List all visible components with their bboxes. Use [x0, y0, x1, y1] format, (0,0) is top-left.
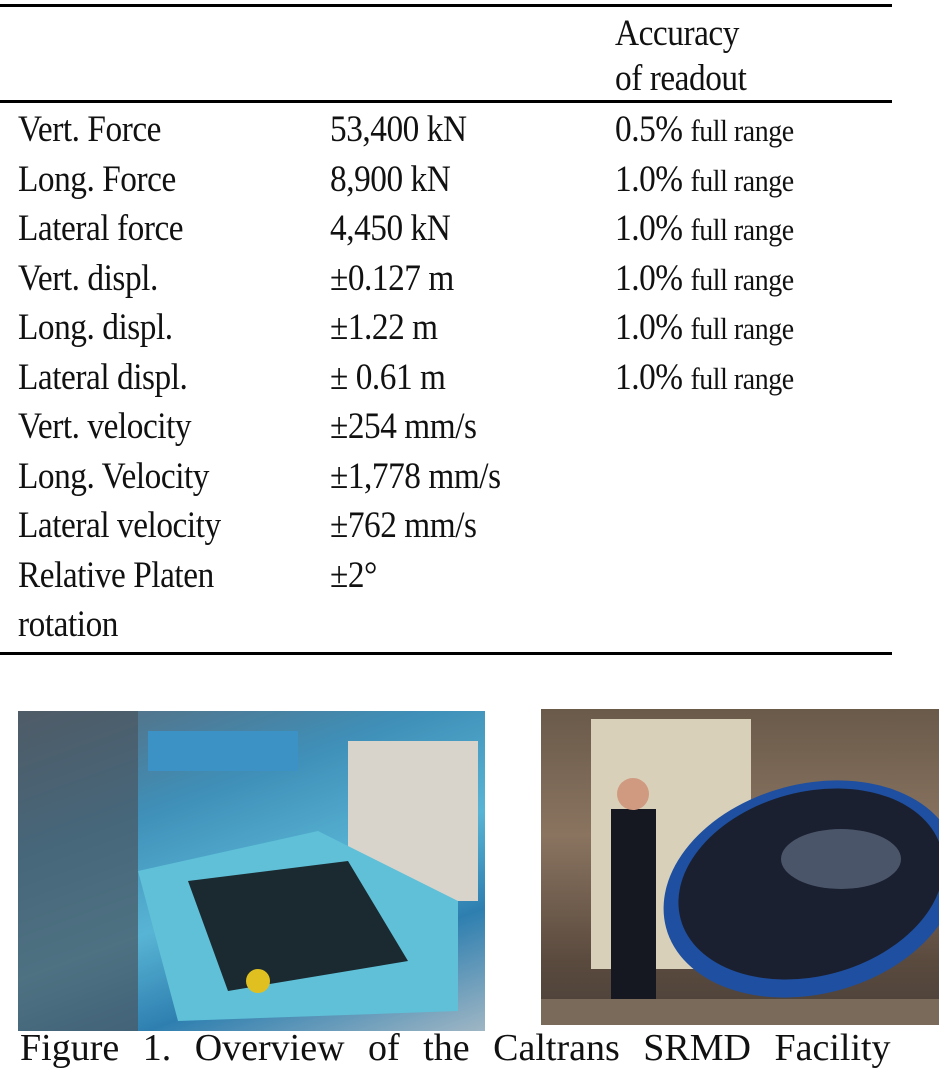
- accuracy-percent: 1.0%: [615, 307, 683, 348]
- accuracy-percent: 1.0%: [615, 158, 683, 200]
- accuracy-cell: [615, 306, 794, 351]
- param-label: Relative Platen: [18, 554, 214, 596]
- table-bottom-rule: [0, 652, 892, 655]
- table-header-rule: [0, 100, 892, 103]
- spherical-bearing-photo: [541, 709, 939, 1025]
- table-top-rule: [0, 4, 892, 7]
- param-value: ±0.127 m: [330, 257, 454, 299]
- accuracy-cell: [615, 257, 794, 302]
- param-value: 53,400 kN: [330, 109, 467, 150]
- accuracy-percent: 1.0%: [615, 356, 683, 398]
- param-value: ±2°: [330, 554, 377, 596]
- figure-caption: Figure 1. Overview of the Caltrans SRMD Facility: [20, 1027, 891, 1069]
- param-value: ±762 mm/s: [330, 505, 477, 546]
- accuracy-cell: [615, 356, 794, 401]
- accuracy-cell: [615, 108, 794, 153]
- param-label: Vert. Force: [18, 109, 162, 150]
- accuracy-cell: [615, 158, 794, 203]
- param-label: Lateral velocity: [18, 505, 221, 546]
- accuracy-percent: 1.0%: [615, 257, 683, 299]
- header-of-readout: of readout: [615, 58, 747, 99]
- param-value: 8,900 kN: [330, 158, 451, 200]
- param-value: 4,450 kN: [330, 208, 451, 249]
- param-label: Long. displ.: [18, 307, 173, 348]
- accuracy-percent: 0.5%: [615, 109, 683, 150]
- param-label: Lateral force: [18, 208, 184, 249]
- accuracy-basis: full range: [690, 261, 794, 297]
- param-value: ± 0.61 m: [330, 356, 446, 398]
- accuracy-percent: 1.0%: [615, 208, 683, 249]
- accuracy-basis: full range: [690, 311, 794, 346]
- accuracy-basis: full range: [690, 212, 794, 247]
- header-accuracy: Accuracy: [615, 13, 739, 54]
- accuracy-cell: [615, 207, 794, 252]
- param-value: ±254 mm/s: [330, 406, 477, 447]
- accuracy-basis: full range: [690, 360, 794, 396]
- param-label: Vert. displ.: [18, 257, 158, 299]
- srmd-facility-photo: [18, 711, 485, 1031]
- param-label-cont: rotation: [18, 603, 118, 645]
- param-value: ±1,778 mm/s: [330, 455, 501, 497]
- param-label: Lateral displ.: [18, 356, 188, 398]
- param-label: Vert. velocity: [18, 406, 192, 447]
- accuracy-basis: full range: [690, 113, 794, 148]
- accuracy-basis: full range: [690, 162, 794, 198]
- param-label: Long. Force: [18, 158, 176, 200]
- param-label: Long. Velocity: [18, 455, 210, 497]
- param-value: ±1.22 m: [330, 307, 438, 348]
